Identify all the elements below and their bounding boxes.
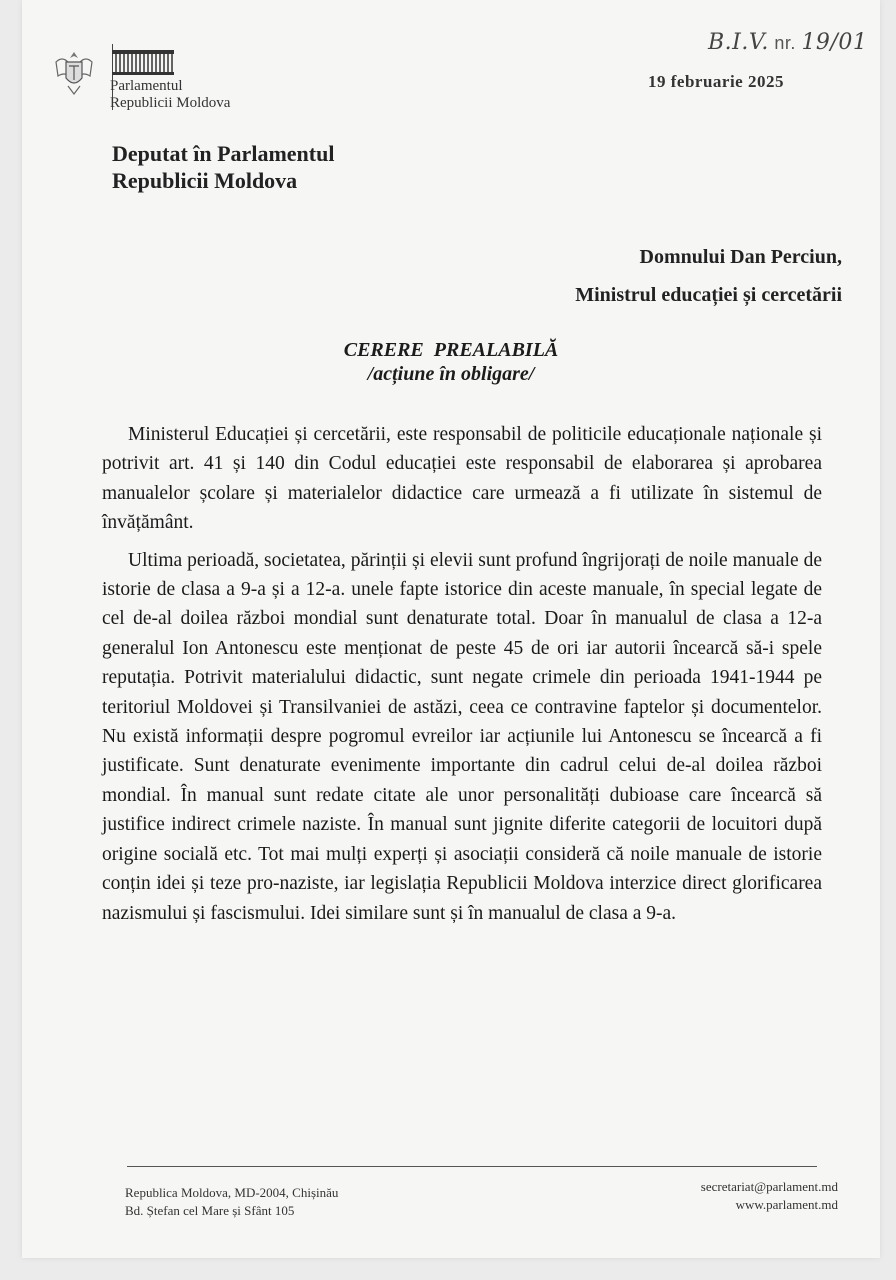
footer-website[interactable]: www.parlament.md	[735, 1197, 838, 1212]
letter-body	[102, 420, 822, 928]
sender-block	[112, 140, 334, 194]
institution-line2: Republicii Moldova	[110, 95, 231, 111]
institution-name	[110, 78, 230, 112]
parliament-building-icon	[110, 44, 176, 78]
footer-address-line2: Bd. Ștefan cel Mare și Sfânt 105	[125, 1203, 295, 1218]
coat-of-arms-icon	[52, 46, 96, 98]
footer-address-line1: Republica Moldova, MD-2004, Chișinău	[125, 1185, 339, 1200]
addressee-title: Ministrul educației și cercetării	[575, 284, 842, 306]
registration-value: 19/01	[801, 30, 868, 55]
letter-date: 19 februarie 2025	[648, 72, 784, 91]
addressee-block	[575, 238, 842, 314]
title-sub: /acțiune în obligare/	[367, 363, 535, 385]
letter-page	[22, 0, 880, 1258]
body-paragraph-2: Ultima perioadă, societatea, părinții și elevii sunt profund îngrijorați de noile manuale de istorie de clasa a 9-a și a 12-a. unele fapte istorice din aceste manuale, în special legate de cel de-al doilea război mondial sunt denaturate total. Doar în manualul de clasa a 12-a generalul Ion Antonescu este menționat de peste 45 de ori iar autorii încearcă să-i spele reputația. Potrivit materialului didactic, sunt negate crimele din perioada 1941-1944 pe teritoriul Moldovei și Transilvaniei de astăzi, ceea ce contravine faptelor și documentelor. Nu există informații despre pogromul evreilor iar acțiunile lui Antonescu se încearcă a fi justificate. Sunt denaturate evenimente importante din cadrul celui de-al doilea război mondial. În manual sunt redate citate ale unor personalități dubioase care încearcă să justifice indirect crimele naziste. În manual sunt jignite diferite categorii de locuitori după origine socială etc. Tot mai mulți experți și asociații consideră că noile manuale de istorie conțin idei și teze pro-naziste, iar legislația Republicii Moldova interzice direct glorificarea nazismului și fascismului. Idei similare sunt și în manualul de clasa a 9-a.	[102, 549, 822, 924]
sender-line2: Republicii Moldova	[112, 168, 298, 193]
footer-email[interactable]: secretariat@parlament.md	[700, 1179, 838, 1194]
sender-line1: Deputat în Parlamentul	[112, 141, 335, 166]
registration-number	[708, 30, 867, 55]
institution-line1: Parlamentul	[110, 78, 183, 94]
registration-label: nr.	[774, 33, 796, 53]
footer-divider	[127, 1166, 817, 1167]
registration-prefix: B.I.V.	[708, 30, 769, 55]
body-paragraph-1: Ministerul Educației și cercetării, este responsabil de politicile educaționale naționale și potrivit art. 41 și 140 din Codul educației este responsabil de elaborarea și aprobarea manualelor școlare și materialelor didactice care urmează a fi utilizate în sistemul de învățământ.	[102, 424, 822, 534]
document-title	[22, 338, 880, 386]
title-main: CERERE PREALABILĂ	[343, 339, 559, 361]
footer-contact	[701, 1178, 838, 1214]
footer-address	[125, 1184, 338, 1220]
addressee-name: Domnului Dan Perciun,	[639, 246, 842, 268]
